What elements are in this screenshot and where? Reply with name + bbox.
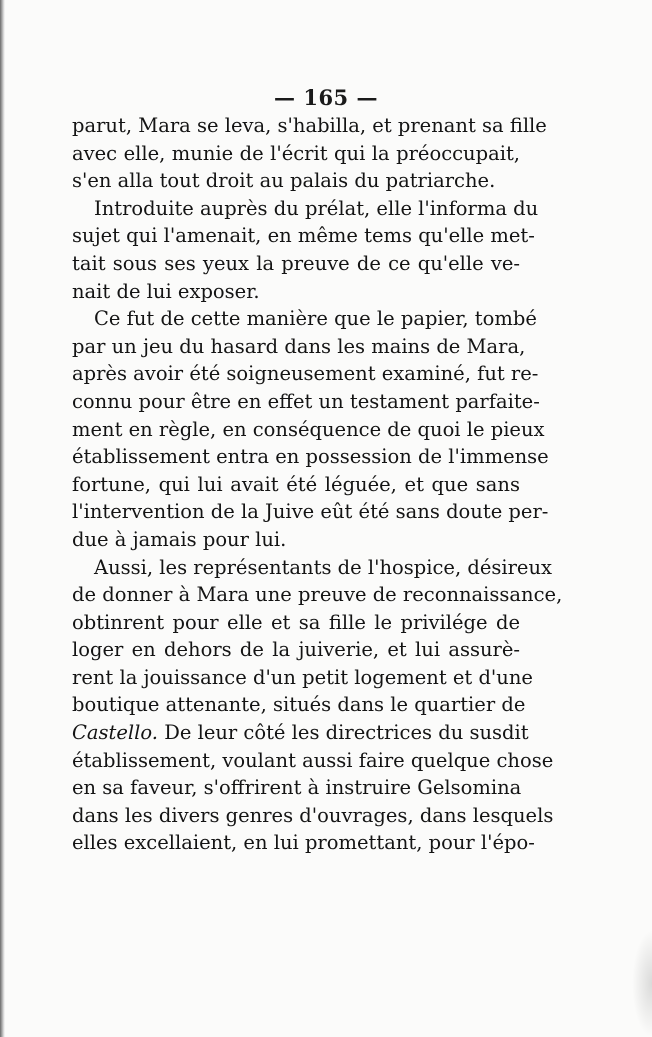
text-line: sujet qui l'amenait, en même tems qu'elle met- — [72, 224, 535, 248]
text-line: de donner à Mara une preuve de reconnaissance, — [72, 583, 563, 607]
text-line: loger en dehors de la juiverie, et lui assurè- — [72, 638, 520, 662]
text-line: par un jeu du hasard dans les mains de Mara, — [72, 334, 526, 358]
page-corner-shadow — [632, 930, 652, 1037]
text-line: due à jamais pour lui. — [72, 527, 287, 551]
text-line-remainder: De leur côté les directrices du susdit — [164, 721, 529, 745]
text-line: connu pour être en effet un testament parfaite- — [72, 389, 540, 413]
text-line: parut, Mara se leva, s'habilla, et prenant sa fille — [72, 114, 547, 137]
text-line: obtinrent pour elle et sa fille le privilége de — [72, 610, 520, 634]
text-line: fortune, qui lui avait été léguée, et que sans — [72, 472, 520, 496]
text-line: elles excellaient, en lui promettant, pour l'épo- — [72, 831, 535, 855]
text-line: tait sous ses yeux la preuve de ce qu'elle ve- — [72, 251, 520, 275]
text-line: boutique attenante, situés dans le quartier de — [72, 693, 526, 717]
paragraph-start-line: Introduite auprès du prélat, elle l'informa du — [94, 196, 539, 220]
text-line: nait de lui exposer. — [72, 279, 260, 303]
text-line: dans les divers genres d'ouvrages, dans lesquels — [72, 803, 554, 827]
paragraph-start-line: Ce fut de cette manière que le papier, tombé — [94, 307, 537, 331]
place-name: Castello. — [72, 721, 158, 745]
text-line: en sa faveur, s'offrirent à instruire Gelsomina — [72, 776, 522, 800]
body-text — [72, 112, 563, 857]
text-line: l'intervention de la Juive eût été sans doute per- — [72, 500, 549, 524]
text-line: établissement entra en possession de l'immense — [72, 445, 549, 469]
paragraph-start-line: Aussi, les représentants de l'hospice, désireux — [94, 555, 553, 579]
page-number: — 165 — — [274, 85, 378, 110]
text-line-with-place-name — [72, 719, 529, 747]
text-line: établissement, voulant aussi faire quelque chose — [72, 748, 554, 772]
text-line: ment en règle, en conséquence de quoi le pieux — [72, 417, 545, 441]
page-edge-shadow — [0, 0, 5, 1037]
text-line: rent la jouissance d'un petit logement et d'une — [72, 665, 533, 689]
text-line: après avoir été soigneusement examiné, fut re- — [72, 362, 539, 386]
text-line: s'en alla tout droit au palais du patriarche. — [72, 169, 496, 193]
text-line: avec elle, munie de l'écrit qui la préoccupait, — [72, 141, 520, 165]
